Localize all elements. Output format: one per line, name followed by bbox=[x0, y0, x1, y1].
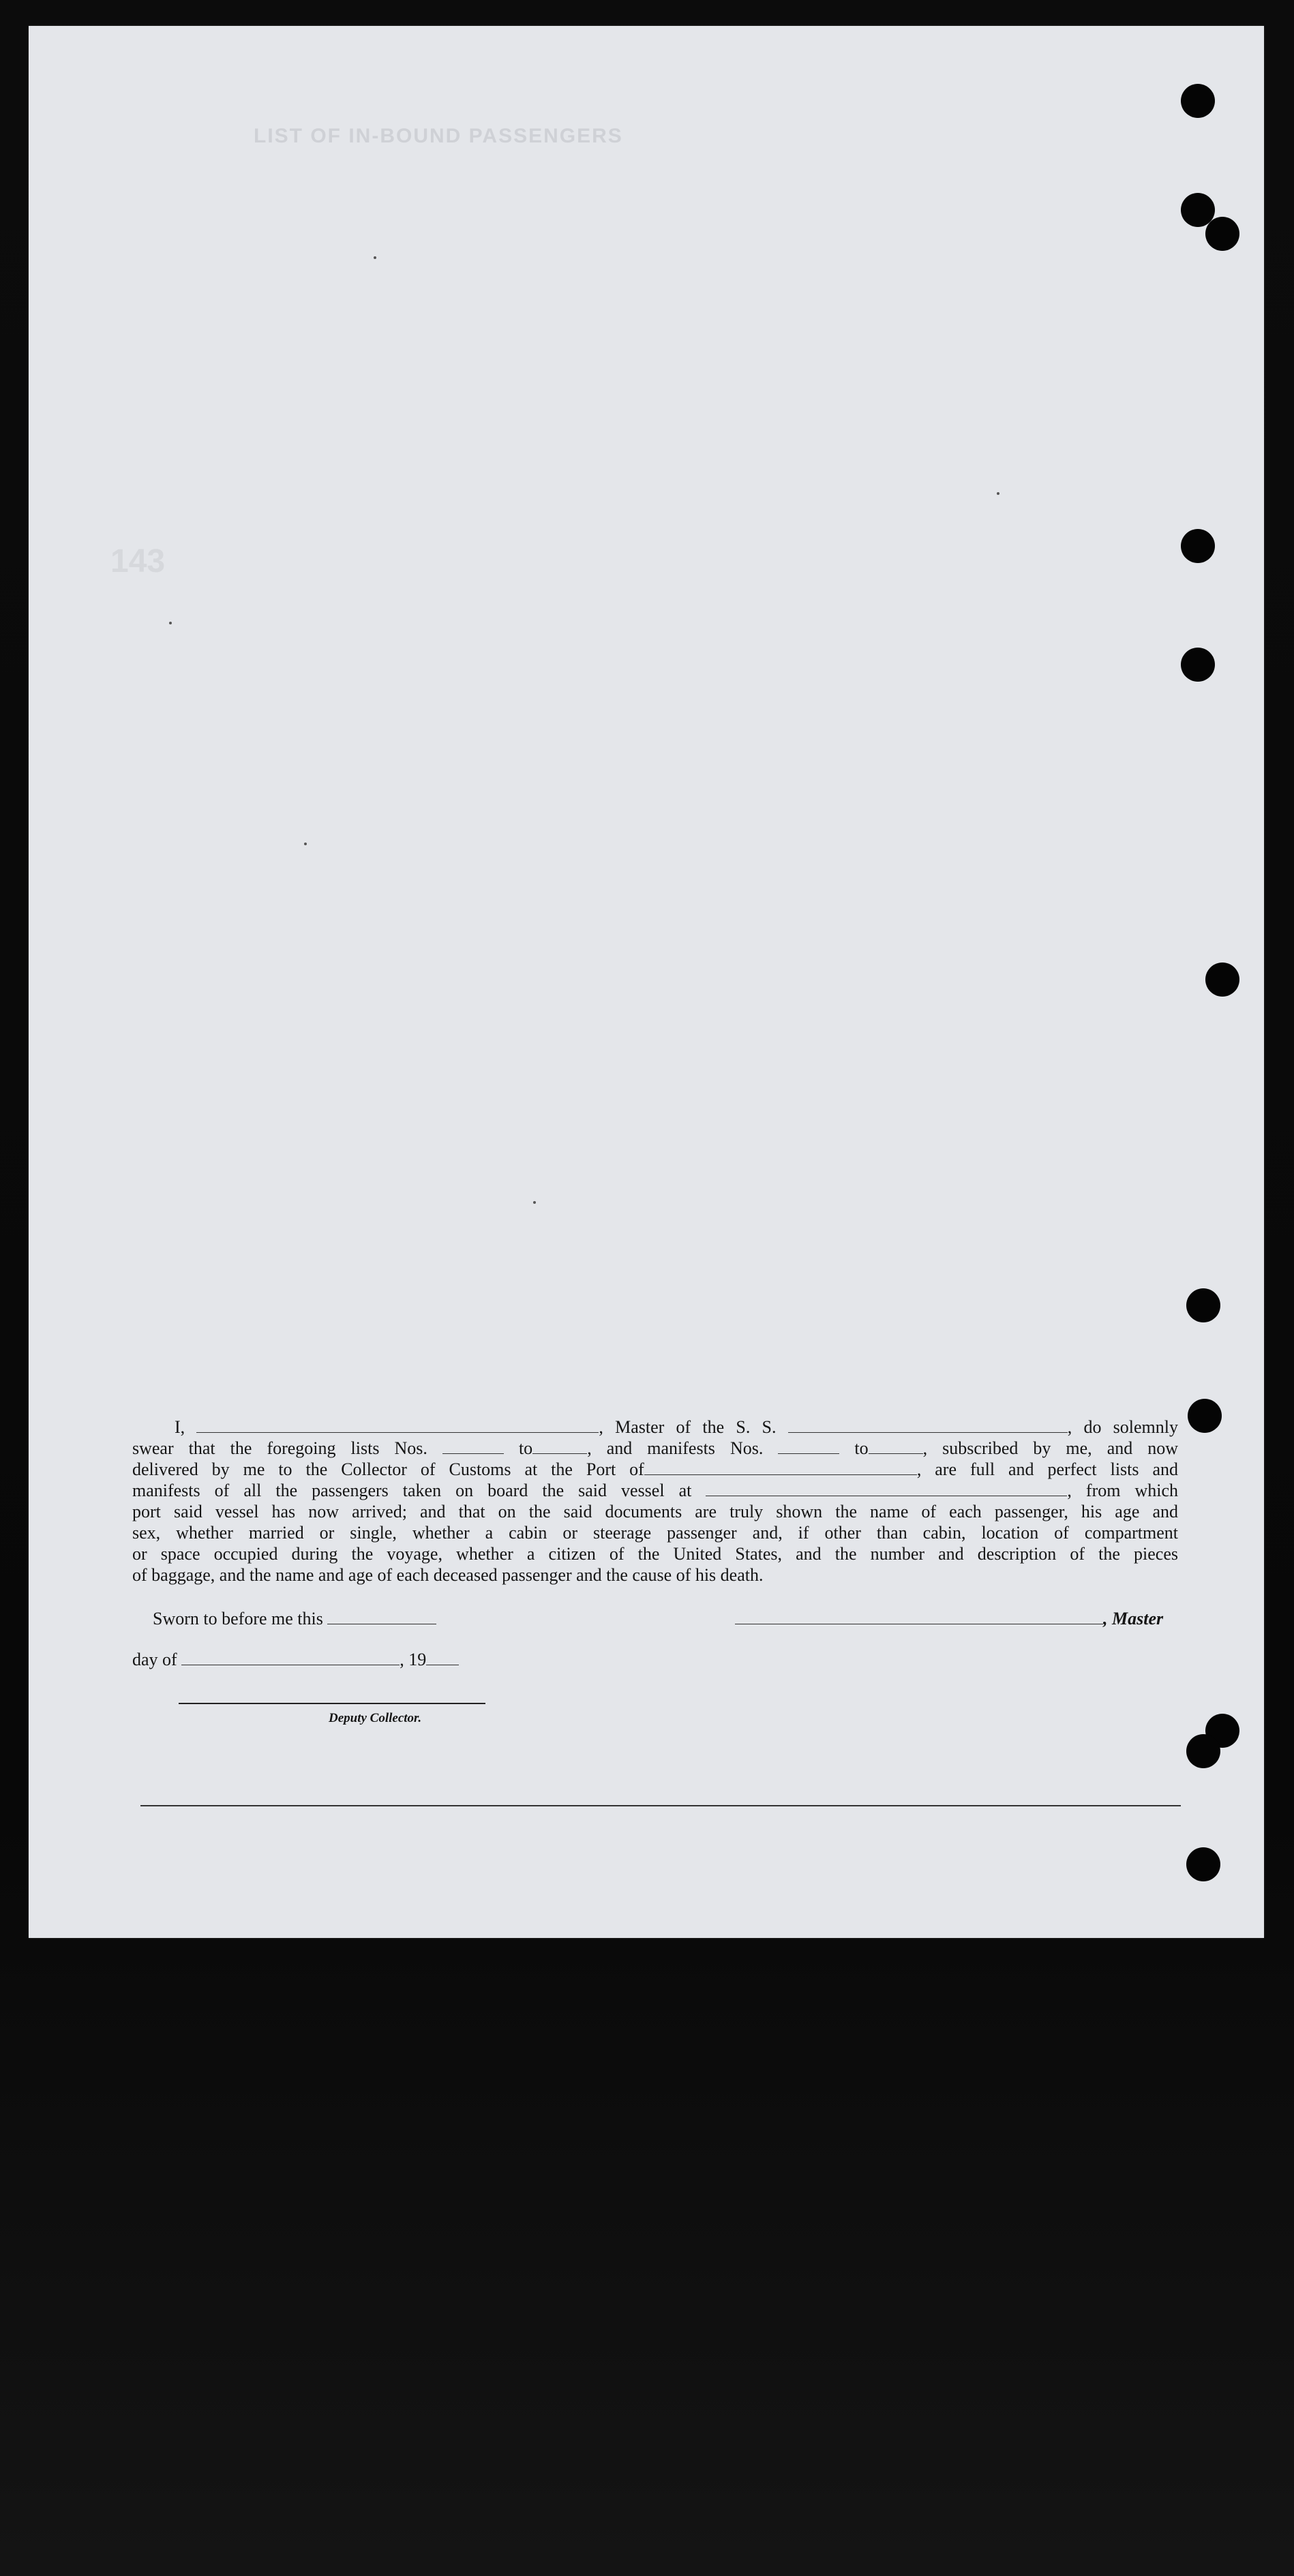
oath-text: or space occupied during the voyage, whether a citizen of the United States, and the number and description of the pieces bbox=[132, 1544, 1178, 1564]
oath-text: to bbox=[854, 1438, 869, 1458]
master-signature-blank bbox=[735, 1611, 1103, 1624]
faded-page-mark: 143 bbox=[110, 543, 166, 579]
master-label: , Master bbox=[1103, 1609, 1164, 1628]
year-blank bbox=[426, 1652, 459, 1665]
punch-hole bbox=[1186, 1288, 1220, 1322]
list-no-blank bbox=[532, 1441, 587, 1454]
oath-text: , subscribed by me, and now bbox=[922, 1438, 1179, 1458]
punch-hole bbox=[1181, 648, 1215, 682]
paper-speck bbox=[169, 622, 172, 624]
deputy-signature-line bbox=[179, 1703, 485, 1704]
punch-hole bbox=[1186, 1847, 1220, 1881]
sworn-row bbox=[153, 1609, 436, 1629]
oath-text: , from which bbox=[1067, 1481, 1179, 1500]
oath-text: sex, whether married or single, whether a cabin or steerage passenger and, if other than cabin, location of compartment bbox=[132, 1523, 1178, 1543]
oath-text: of baggage, and the name and age of each deceased passenger and the cause of his death. bbox=[132, 1565, 764, 1585]
oath-text: , do solemnly bbox=[1067, 1417, 1178, 1437]
sworn-date-blank bbox=[327, 1611, 436, 1624]
oath-text: I, bbox=[175, 1417, 185, 1437]
manifest-no-blank bbox=[869, 1441, 923, 1454]
day-of-row bbox=[132, 1650, 459, 1670]
manifest-page bbox=[29, 26, 1264, 1938]
day-of-label: day of bbox=[132, 1650, 177, 1669]
paper-speck bbox=[997, 492, 999, 495]
oath-text: , and manifests Nos. bbox=[587, 1438, 764, 1458]
punch-hole bbox=[1205, 963, 1239, 997]
punch-hole bbox=[1205, 217, 1239, 251]
punch-hole bbox=[1181, 529, 1215, 563]
faded-header-text: LIST OF IN-BOUND PASSENGERS bbox=[254, 125, 623, 147]
ship-name-blank bbox=[788, 1420, 1068, 1433]
master-oath-paragraph bbox=[132, 1416, 1178, 1586]
paper-speck bbox=[304, 843, 307, 845]
month-blank bbox=[181, 1652, 400, 1665]
port-blank bbox=[644, 1462, 917, 1475]
year-prefix: , 19 bbox=[400, 1650, 427, 1669]
paper-speck bbox=[533, 1201, 536, 1204]
sworn-label: Sworn to before me this bbox=[153, 1609, 323, 1628]
oath-text: , are full and perfect lists and bbox=[916, 1459, 1178, 1479]
oath-text: swear that the foregoing lists Nos. bbox=[132, 1438, 427, 1458]
punch-hole bbox=[1186, 1734, 1220, 1768]
master-signature-row bbox=[735, 1609, 1163, 1629]
departure-port-blank bbox=[706, 1483, 1067, 1496]
oath-text: to bbox=[518, 1438, 533, 1458]
oath-text: , Master of the S. S. bbox=[599, 1417, 777, 1437]
name-blank bbox=[196, 1420, 599, 1433]
punch-hole bbox=[1181, 84, 1215, 118]
deputy-collector-label: Deputy Collector. bbox=[329, 1711, 422, 1725]
paper-speck bbox=[374, 256, 376, 259]
manifest-no-blank bbox=[778, 1441, 839, 1454]
punch-hole bbox=[1188, 1399, 1222, 1433]
oath-text: port said vessel has now arrived; and that on the said documents are truly shown the name of each passenger, his age and bbox=[132, 1502, 1178, 1521]
oath-text: delivered by me to the Collector of Customs at the Port of bbox=[132, 1459, 644, 1479]
list-no-blank bbox=[442, 1441, 504, 1454]
bottom-divider bbox=[140, 1805, 1181, 1806]
oath-text: manifests of all the passengers taken on board the said vessel at bbox=[132, 1481, 692, 1500]
